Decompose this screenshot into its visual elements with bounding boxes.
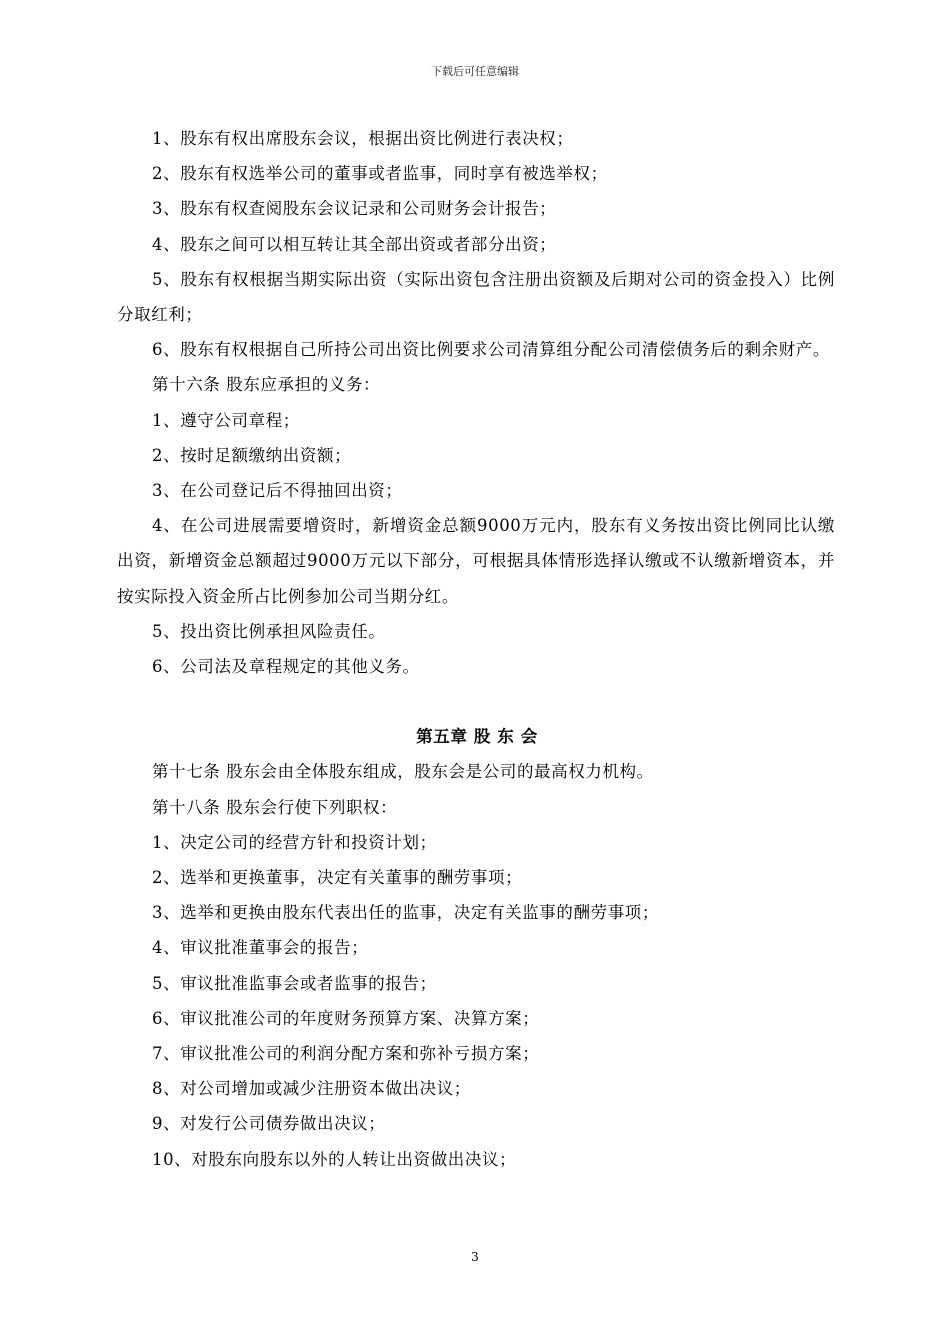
paragraph: 4、在公司进展需要增资时，新增资金总额9000万元内，股东有义务按出资比例同比认缴出资，新增资金总额超过9000万元以下部分，可根据具体情形选择认缴或不认缴新增资本，并按实际投入资金所占比例参加公司当期分红。 — [117, 516, 835, 606]
paragraph: 1、股东有权出席股东会议，根据出资比例进行表决权； — [152, 129, 574, 148]
paragraph: 7、审议批准公司的利润分配方案和弥补亏损方案； — [152, 1044, 540, 1064]
paragraph: 5、投出资比例承担风险责任。 — [152, 621, 386, 641]
paragraph: 4、审议批准董事会的报告； — [152, 938, 369, 958]
paragraph: 8、对公司增加或减少注册资本做出决议； — [152, 1079, 471, 1099]
paragraph: 3、股东有权查阅股东会议记录和公司财务会计报告； — [152, 199, 557, 219]
article-heading: 第十七条 股东会由全体股东组成，股东会是公司的最高权力机构。 — [152, 762, 654, 782]
paragraph: 5、审议批准监事会或者监事的报告； — [152, 973, 437, 993]
paragraph: 2、股东有权选举公司的董事或者监事，同时享有被选举权； — [152, 164, 608, 184]
paragraph: 3、选举和更换由股东代表出任的监事，决定有关监事的酬劳事项； — [152, 903, 659, 923]
article-heading: 第十六条 股东应承担的义务： — [152, 375, 381, 395]
page-number: 3 — [471, 1250, 479, 1264]
section-spacer — [117, 684, 835, 719]
document-body — [117, 121, 835, 1177]
page-header: 下载后可任意编辑 — [431, 65, 519, 78]
paragraph: 9、对发行公司债券做出决议； — [152, 1114, 386, 1134]
paragraph: 6、股东有权根据自己所持公司出资比例要求公司清算组分配公司清偿债务后的剩余财产。 — [152, 340, 830, 360]
paragraph: 2、按时足额缴纳出资额； — [152, 445, 352, 465]
paragraph: 5、股东有权根据当期实际出资（实际出资包含注册出资额及后期对公司的资金投入）比例分取红利； — [117, 269, 835, 325]
paragraph: 1、决定公司的经营方针和投资计划； — [152, 832, 437, 852]
paragraph: 1、遵守公司章程； — [152, 410, 300, 430]
paragraph: 6、公司法及章程规定的其他义务。 — [152, 657, 420, 677]
article-heading: 第十八条 股东会行使下列职权： — [152, 797, 398, 817]
paragraph: 6、审议批准公司的年度财务预算方案、决算方案； — [152, 1008, 540, 1028]
paragraph: 2、选举和更换董事，决定有关董事的酬劳事项； — [152, 868, 523, 888]
chapter-title: 第五章 股 东 会 — [416, 727, 538, 747]
paragraph: 4、股东之间可以相互转让其全部出资或者部分出资； — [152, 234, 557, 254]
paragraph: 3、在公司登记后不得抽回出资； — [152, 481, 403, 501]
paragraph: 10、对股东向股东以外的人转让出资做出决议； — [152, 1149, 517, 1169]
